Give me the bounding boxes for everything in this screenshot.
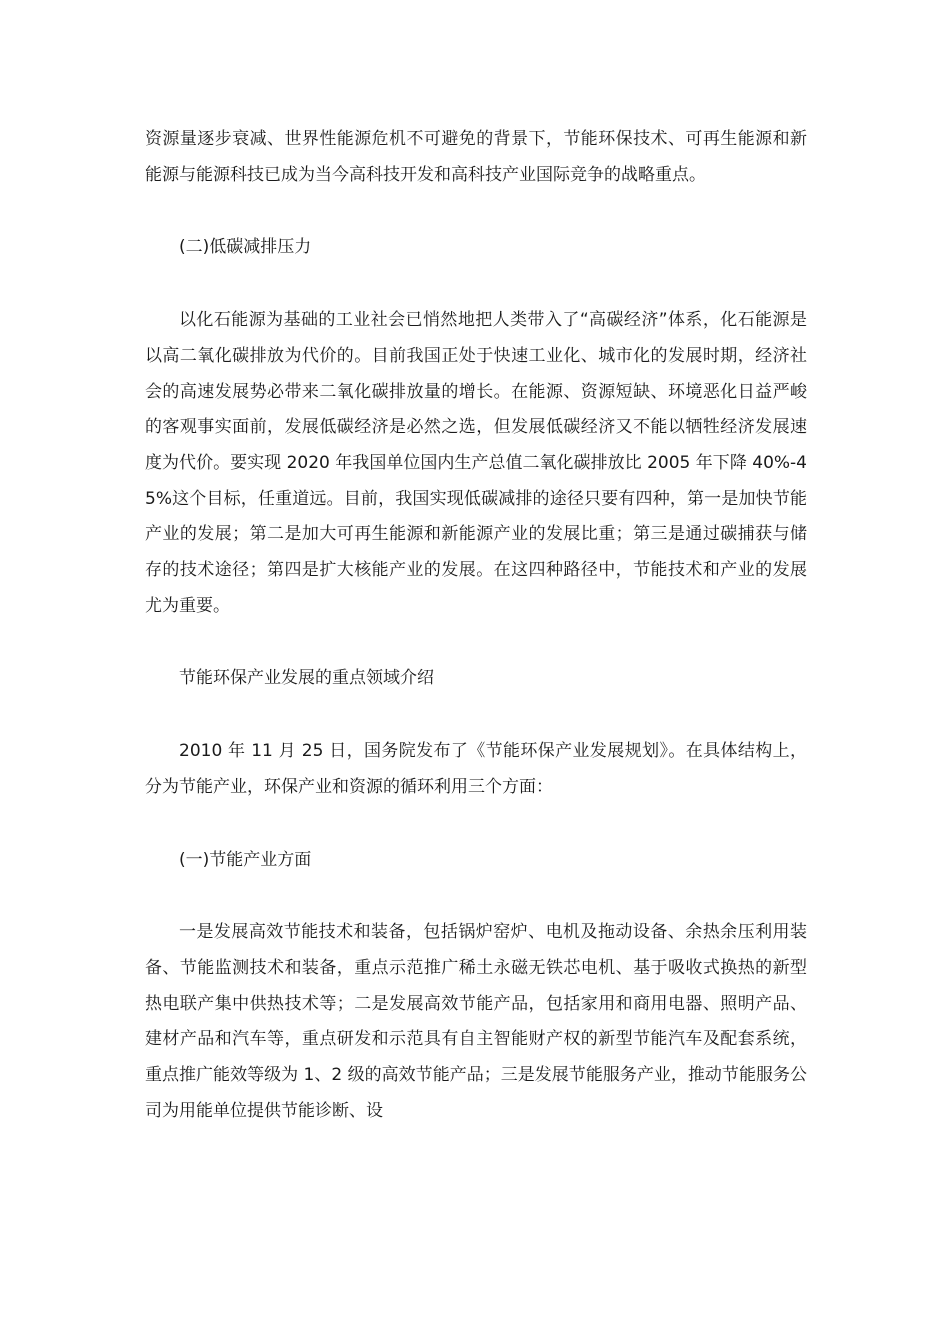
paragraph-plan-intro: 2010 年 11 月 25 日，国务院发布了《节能环保产业发展规划》。在具体结构上，分为节能产业，环保产业和资源的循环利用三个方面：	[145, 741, 807, 797]
section-heading-low-carbon-pressure: (二)低碳减排压力	[179, 237, 312, 258]
paragraph-low-carbon-body: 以化石能源为基础的工业社会已悄然地把人类带入了“高碳经济”体系，化石能源是以高二氧化碳排放为代价的。目前我国正处于快速工业化、城市化的发展时期，经济社会的高速发展势必带来二氧化碳排放量的增长。在能源、资源短缺、环境恶化日益严峻的客观事实面前，发展低碳经济是必然之选，但发展低碳经济又不能以牺牲经济发展速度为代价。要实现 2020 年我国单位国内生产总值二氧化碳排放比 2005 年下降 40%-45%这个目标，任重道远。目前，我国实现低碳减排的途径只要有四种，第一是加快节能产业的发展；第二是加大可再生能源和新能源产业的发展比重；第三是通过碳捕获与储存的技术途径；第四是扩大核能产业的发展。在这四种路径中，节能技术和产业的发展尤为重要。	[145, 310, 807, 616]
paragraph-energy-saving-body: 一是发展高效节能技术和装备，包括锅炉窑炉、电机及拖动设备、余热余压利用装备、节能监测技术和装备，重点示范推广稀土永磁无铁芯电机、基于吸收式换热的新型热电联产集中供热技术等；二是发展高效节能产品，包括家用和商用电器、照明产品、建材产品和汽车等，重点研发和示范具有自主智能财产权的新型节能汽车及配套系统，重点推广能效等级为 1、2 级的高效节能产品；三是发展节能服务产业，推动节能服务公司为用能单位提供节能诊断、设	[145, 922, 807, 1121]
paragraph-intro-continuation: 资源量逐步衰减、世界性能源危机不可避免的背景下，节能环保技术、可再生能源和新能源与能源科技已成为当今高科技开发和高科技产业国际竞争的战略重点。	[145, 129, 807, 185]
section-heading-key-areas: 节能环保产业发展的重点领域介绍	[179, 668, 434, 689]
section-heading-energy-saving-industry: (一)节能产业方面	[179, 849, 312, 870]
document-body	[145, 122, 807, 1129]
